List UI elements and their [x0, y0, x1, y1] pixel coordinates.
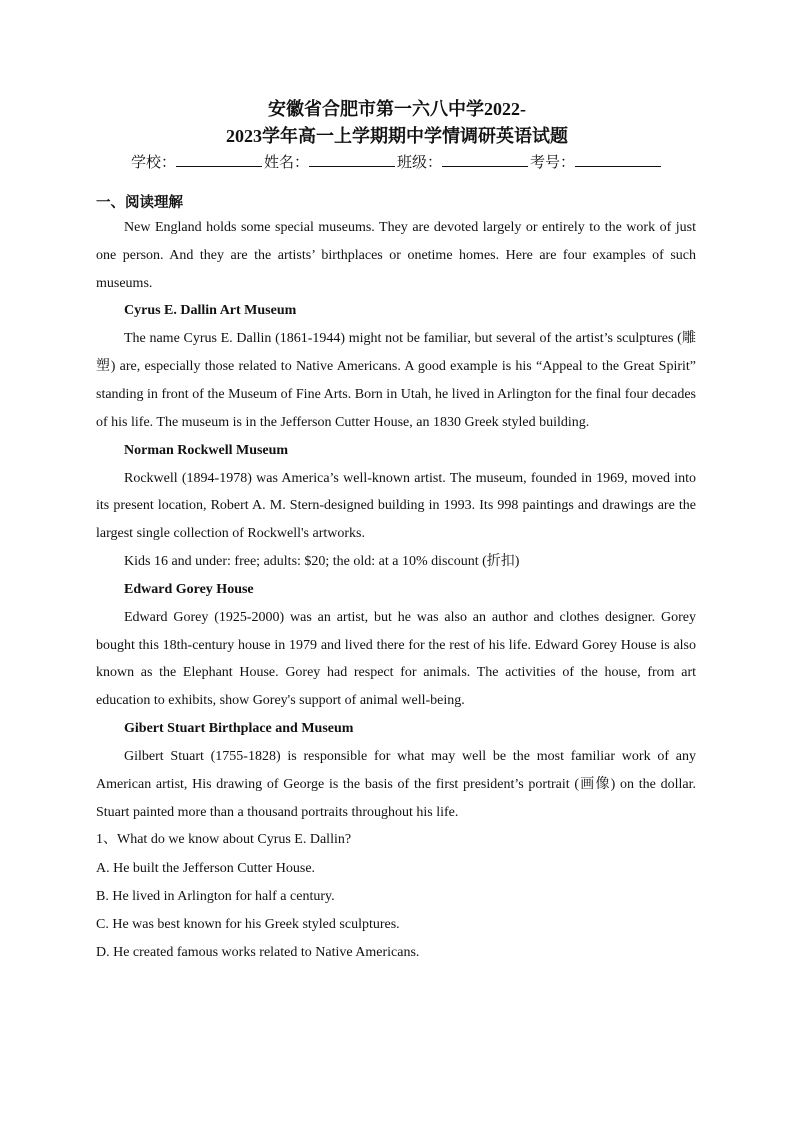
- reading-section: [96, 192, 696, 967]
- museum-heading-gorey: Edward Gorey House: [124, 581, 254, 597]
- museum-heading-stuart: Gibert Stuart Birthplace and Museum: [124, 720, 354, 736]
- class-blank[interactable]: [442, 150, 528, 167]
- name-label: 姓名：: [263, 155, 309, 171]
- question-1-option-a[interactable]: A. He built the Jefferson Cutter House.: [96, 860, 316, 876]
- museum-paragraph-stuart: Gilbert Stuart (1755-1828) is responsible for what may well be the most familiar work of any American artist, His drawing of George is the basis of the first president’s portrait (画像) on the dollar. Stuart painted more than a thousand portraits throughout his life.: [96, 748, 696, 820]
- museum-paragraph-gorey: Edward Gorey (1925-2000) was an artist, but he was also an author and clothes designer. Gorey bought this 18th-century house in 1979 and lived there for the rest of his life. Edward Gorey House is also known as the Elephant House. Gorey had respect for animals. The activities of the house, from art education to exhibits, show Gorey's support of animal well-being.: [96, 609, 696, 709]
- intro-paragraph: New England holds some special museums. They are devoted largely or entirely to the work of just one person. And they are the artists’ birthplaces or onetime homes. Here are four examples of such museums.: [96, 220, 696, 291]
- exam-number-label: 考号：: [530, 155, 576, 171]
- question-1-stem: 1、What do we know about Cyrus E. Dallin?: [96, 832, 352, 848]
- student-info-line: [0, 150, 794, 174]
- question-1-option-c[interactable]: C. He was best known for his Greek styled sculptures.: [96, 916, 400, 932]
- museum-heading-dallin: Cyrus E. Dallin Art Museum: [124, 303, 297, 319]
- museum-prices-rockwell: Kids 16 and under: free; adults: $20; the old: at a 10% discount (折扣): [124, 553, 520, 569]
- question-1-option-d[interactable]: D. He created famous works related to Native Americans.: [96, 944, 420, 960]
- school-label: 学校：: [130, 155, 176, 171]
- question-1-option-b[interactable]: B. He lived in Arlington for half a century.: [96, 888, 335, 904]
- museum-heading-rockwell: Norman Rockwell Museum: [124, 442, 289, 458]
- section-heading: 一、阅读理解: [96, 195, 183, 211]
- museum-paragraph-rockwell: Rockwell (1894-1978) was America’s well-known artist. The museum, founded in 1969, moved into its present location, Robert A. M. Stern-designed building in 1993. Its 998 paintings and drawings are the largest single collection of Rockwell's artworks.: [96, 470, 696, 542]
- name-blank[interactable]: [309, 150, 395, 167]
- class-label: 班级：: [397, 155, 443, 171]
- exam-title-line-2: 2023学年高一上学期期中学情调研英语试题: [226, 126, 568, 146]
- school-blank[interactable]: [176, 150, 262, 167]
- exam-title-line-1: 安徽省合肥市第一六八中学2022-: [268, 99, 526, 119]
- museum-paragraph-dallin: The name Cyrus E. Dallin (1861-1944) might not be familiar, but several of the artist’s sculptures (雕塑) are, especially those related to Native Americans. A good example is his “Appeal to the Great Spirit” standing in front of the Museum of Fine Arts. Born in Utah, he lived in Arlington for the final four decades of his life. The museum is in the Jefferson Cutter House, an 1830 Greek styled building.: [96, 331, 696, 430]
- exam-number-blank[interactable]: [575, 150, 661, 167]
